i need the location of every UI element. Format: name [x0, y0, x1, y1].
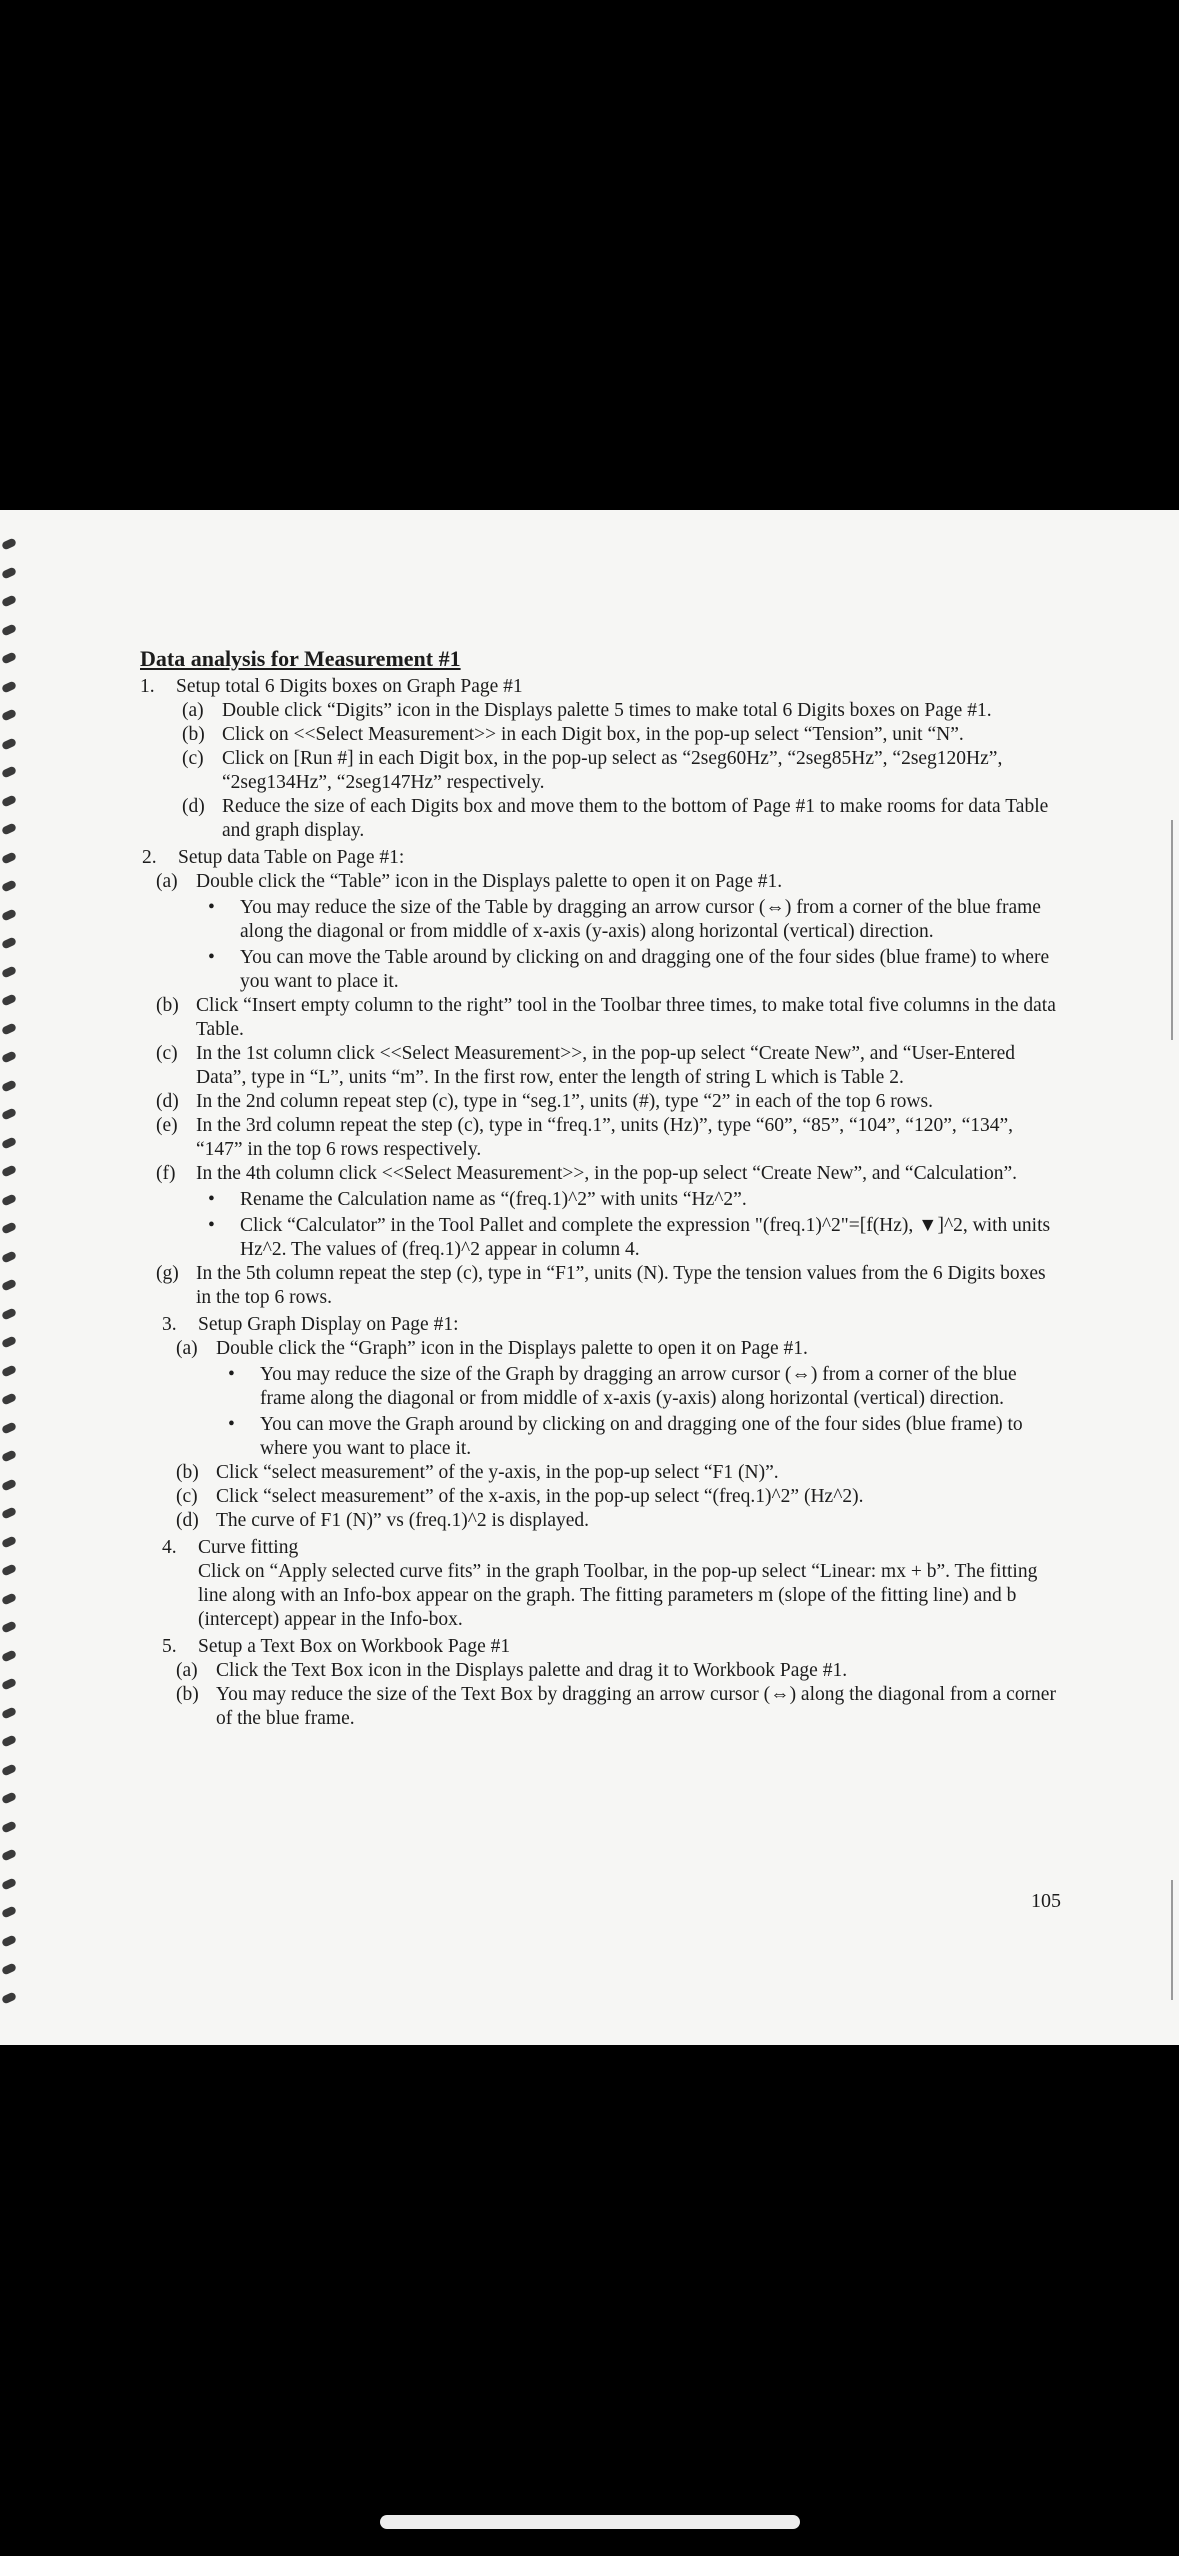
section-list: [140, 675, 1060, 1731]
binding-ring: [1, 1364, 17, 1377]
list-item-text: Double click the “Graph” icon in the Displays palette to open it on Page #1.: [216, 1338, 808, 1359]
binding-ring: [1, 1506, 17, 1519]
list-item-text: Click on [Run #] in each Digit box, in the pop-up select as “2seg60Hz”, “2seg85Hz”, “2seg120Hz”, “2seg134Hz”, “2seg147Hz” respectively.: [222, 748, 1003, 793]
list-item-text: In the 4th column click <<Select Measurement>>, in the pop-up select “Create New”, and “Calculation”.: [196, 1163, 1017, 1184]
section: [162, 1635, 1060, 1731]
binding-ring: [1, 1877, 17, 1890]
binding-ring: [1, 1734, 17, 1747]
section-heading: [140, 675, 1060, 699]
section-number: 2.: [142, 847, 157, 868]
list-item-marker: (c): [182, 748, 204, 769]
bullet-marker: •: [208, 947, 215, 968]
binding-ring: [1, 1136, 17, 1149]
list-item-marker: (b): [176, 1684, 199, 1705]
list-item-marker: (f): [156, 1163, 176, 1184]
binding-ring: [1, 1706, 17, 1719]
list-item-marker: (b): [156, 995, 179, 1016]
binding-ring: [1, 794, 17, 807]
spiral-binding: [0, 510, 26, 2045]
binding-ring: [1, 908, 17, 921]
binding-ring: [1, 1905, 17, 1918]
list-item-text: You may reduce the size of the Text Box by dragging an arrow cursor (⇔) along the diagonal from a corner of the blue frame.: [216, 1684, 1056, 1729]
binding-ring: [1, 1193, 17, 1206]
list-item-marker: (a): [176, 1660, 198, 1681]
binding-ring: [1, 1848, 17, 1861]
section-number: 5.: [162, 1636, 177, 1657]
list-item-text: Double click “Digits” icon in the Displays palette 5 times to make total 6 Digits boxes on Page #1.: [222, 700, 992, 721]
binding-ring: [1, 1022, 17, 1035]
list-item-text: Double click the “Table” icon in the Displays palette to open it on Page #1.: [196, 871, 783, 892]
binding-ring: [1, 1449, 17, 1462]
list-item-text: Click on <<Select Measurement>> in each Digit box, in the pop-up select “Tension”, unit “N”.: [222, 724, 964, 745]
binding-ring: [1, 1050, 17, 1063]
list-item-text: The curve of F1 (N)” vs (freq.1)^2 is displayed.: [216, 1510, 590, 1531]
binding-ring: [1, 1820, 17, 1833]
list-item-marker: (d): [182, 796, 205, 817]
section-heading-text: Curve fitting: [198, 1537, 299, 1558]
section-heading-text: Setup data Table on Page #1:: [178, 847, 405, 868]
list-item: [156, 1042, 1060, 1090]
binding-ring: [1, 1421, 17, 1434]
list-item-text: Click “select measurement” of the y-axis, in the pop-up select “F1 (N)”.: [216, 1462, 779, 1483]
bullet-text: You can move the Graph around by clicking on and dragging one of the four sides (blue frame) to where you want to place it.: [260, 1414, 1023, 1459]
binding-ring: [1, 765, 17, 778]
bullet-item: [208, 1188, 1060, 1212]
bullet-marker: •: [208, 1189, 215, 1210]
binding-ring: [1, 1250, 17, 1263]
binding-ring: [1, 1791, 17, 1804]
list-item-text: In the 5th column repeat the step (c), type in “F1”, units (N). Type the tension values from the 6 Digits boxes in the top 6 rows.: [196, 1263, 1046, 1308]
section-paragraph: Click on “Apply selected curve fits” in the graph Toolbar, in the pop-up select “Linear: mx + b”. The fitting line along with an Info-box appear on the graph. The fitting parameters m (slope of the fitting line) and b (intercept) appear in the Info-box.: [198, 1561, 1038, 1630]
binding-ring: [1, 1278, 17, 1291]
binding-ring: [1, 822, 17, 835]
list-item-marker: (e): [156, 1115, 178, 1136]
list-item: [182, 723, 1060, 747]
binding-ring: [1, 680, 17, 693]
list-item: [176, 1337, 1060, 1361]
binding-ring: [1, 851, 17, 864]
binding-ring: [1, 1307, 17, 1320]
home-indicator[interactable]: [380, 2515, 800, 2529]
list-item-marker: (g): [156, 1263, 179, 1284]
document-content: [140, 646, 1060, 1731]
binding-ring: [1, 1962, 17, 1975]
section-heading-text: Setup Graph Display on Page #1:: [198, 1314, 459, 1335]
list-item: [156, 1090, 1060, 1114]
binding-ring: [1, 1335, 17, 1348]
bullet-item: [208, 896, 1060, 944]
bullet-marker: •: [228, 1364, 235, 1385]
list-item: [156, 1262, 1060, 1310]
binding-ring: [1, 623, 17, 636]
bullet-item: [228, 1413, 1060, 1461]
list-item: [176, 1683, 1060, 1731]
list-item-text: Click “select measurement” of the x-axis, in the pop-up select “(freq.1)^2” (Hz^2).: [216, 1486, 864, 1507]
bullet-marker: •: [208, 897, 215, 918]
list-item: [156, 1114, 1060, 1162]
bullet-text: You may reduce the size of the Graph by dragging an arrow cursor (⇔) from a corner of the blue frame along the diagonal or from middle of x-axis (y-axis) along horizontal (vertical) direction.: [260, 1364, 1017, 1409]
binding-ring: [1, 1535, 17, 1548]
bullet-marker: •: [228, 1414, 235, 1435]
list-item-marker: (a): [176, 1338, 198, 1359]
binding-ring: [1, 1934, 17, 1947]
binding-ring: [1, 1478, 17, 1491]
binding-ring: [1, 566, 17, 579]
binding-ring: [1, 1392, 17, 1405]
list-item: [176, 1509, 1060, 1533]
bullet-text: You can move the Table around by clicking on and dragging one of the four sides (blue frame) to where you want to place it.: [240, 947, 1050, 992]
list-item: [156, 1162, 1060, 1186]
binding-ring: [1, 879, 17, 892]
list-item: [182, 795, 1060, 843]
list-item-marker: (d): [176, 1510, 199, 1531]
binding-ring: [1, 1620, 17, 1633]
list-item-marker: (a): [182, 700, 204, 721]
binding-ring: [1, 1649, 17, 1662]
page-edge-shadow: [1171, 820, 1173, 1040]
binding-ring: [1, 1592, 17, 1605]
section-heading: [142, 846, 1060, 870]
bullet-text: Click “Calculator” in the Tool Pallet and complete the expression "(freq.1)^2"=[f(Hz), ▼]^2, with units Hz^2. The values of (freq.1)^2 appear in column 4.: [240, 1215, 1051, 1260]
binding-ring: [1, 1107, 17, 1120]
binding-ring: [1, 936, 17, 949]
section-number: 3.: [162, 1314, 177, 1335]
list-item: [176, 1485, 1060, 1509]
list-item-text: In the 3rd column repeat the step (c), type in “freq.1”, units (Hz)”, type “60”, “85”, “104”, “120”, “134”, “147” in the top 6 rows respectively.: [196, 1115, 1014, 1160]
list-item-marker: (a): [156, 871, 178, 892]
list-item: [156, 994, 1060, 1042]
bullet-text: Rename the Calculation name as “(freq.1)^2” with units “Hz^2”.: [240, 1189, 747, 1210]
list-item: [182, 699, 1060, 723]
binding-ring: [1, 594, 17, 607]
section-heading: [162, 1635, 1060, 1659]
list-item: [182, 747, 1060, 795]
binding-ring: [1, 1563, 17, 1576]
binding-ring: [1, 708, 17, 721]
list-item: [176, 1659, 1060, 1683]
section-heading-text: Setup total 6 Digits boxes on Graph Page #1: [176, 676, 523, 697]
bullet-item: [208, 946, 1060, 994]
binding-ring: [1, 1991, 17, 2004]
binding-ring: [1, 965, 17, 978]
section-heading: [162, 1536, 1060, 1560]
list-item-marker: (c): [156, 1043, 178, 1064]
list-item: [156, 870, 1060, 894]
section: [162, 1313, 1060, 1533]
page-edge-shadow: [1171, 1880, 1173, 2000]
section: [162, 1536, 1060, 1632]
section: [142, 846, 1060, 1310]
bullet-text: You may reduce the size of the Table by dragging an arrow cursor (⇔) from a corner of the blue frame along the diagonal or from middle of x-axis (y-axis) along horizontal (vertical) direction.: [240, 897, 1041, 942]
page-number: 105: [1031, 1890, 1061, 1912]
list-item-text: Reduce the size of each Digits box and move them to the bottom of Page #1 to make rooms for data Table and graph display.: [222, 796, 1049, 841]
list-item-marker: (c): [176, 1486, 198, 1507]
list-item-marker: (b): [182, 724, 205, 745]
list-item-text: Click the Text Box icon in the Displays palette and drag it to Workbook Page #1.: [216, 1660, 848, 1681]
document-title: Data analysis for Measurement #1: [140, 646, 461, 671]
bullet-marker: •: [208, 1215, 215, 1236]
binding-ring: [1, 1079, 17, 1092]
binding-ring: [1, 993, 17, 1006]
binding-ring: [1, 1763, 17, 1776]
section-heading-text: Setup a Text Box on Workbook Page #1: [198, 1636, 511, 1657]
binding-ring: [1, 737, 17, 750]
binding-ring: [1, 1677, 17, 1690]
binding-ring: [1, 537, 17, 550]
section-number: 1.: [140, 676, 155, 697]
binding-ring: [1, 1221, 17, 1234]
list-item-text: In the 1st column click <<Select Measurement>>, in the pop-up select “Create New”, and “User-Entered Data”, type in “L”, units “m”. In the first row, enter the length of string L which is Table 2.: [196, 1043, 1015, 1088]
section-number: 4.: [162, 1537, 177, 1558]
bullet-item: [228, 1363, 1060, 1411]
list-item: [176, 1461, 1060, 1485]
document-page: [0, 510, 1179, 2045]
bullet-item: [208, 1214, 1060, 1262]
list-item-marker: (b): [176, 1462, 199, 1483]
list-item-text: In the 2nd column repeat step (c), type in “seg.1”, units (#), type “2” in each of the top 6 rows.: [196, 1091, 933, 1112]
binding-ring: [1, 651, 17, 664]
section: [140, 675, 1060, 843]
section-heading: [162, 1313, 1060, 1337]
list-item-text: Click “Insert empty column to the right” tool in the Toolbar three times, to make total five columns in the data Table.: [196, 995, 1056, 1040]
list-item-marker: (d): [156, 1091, 179, 1112]
binding-ring: [1, 1164, 17, 1177]
